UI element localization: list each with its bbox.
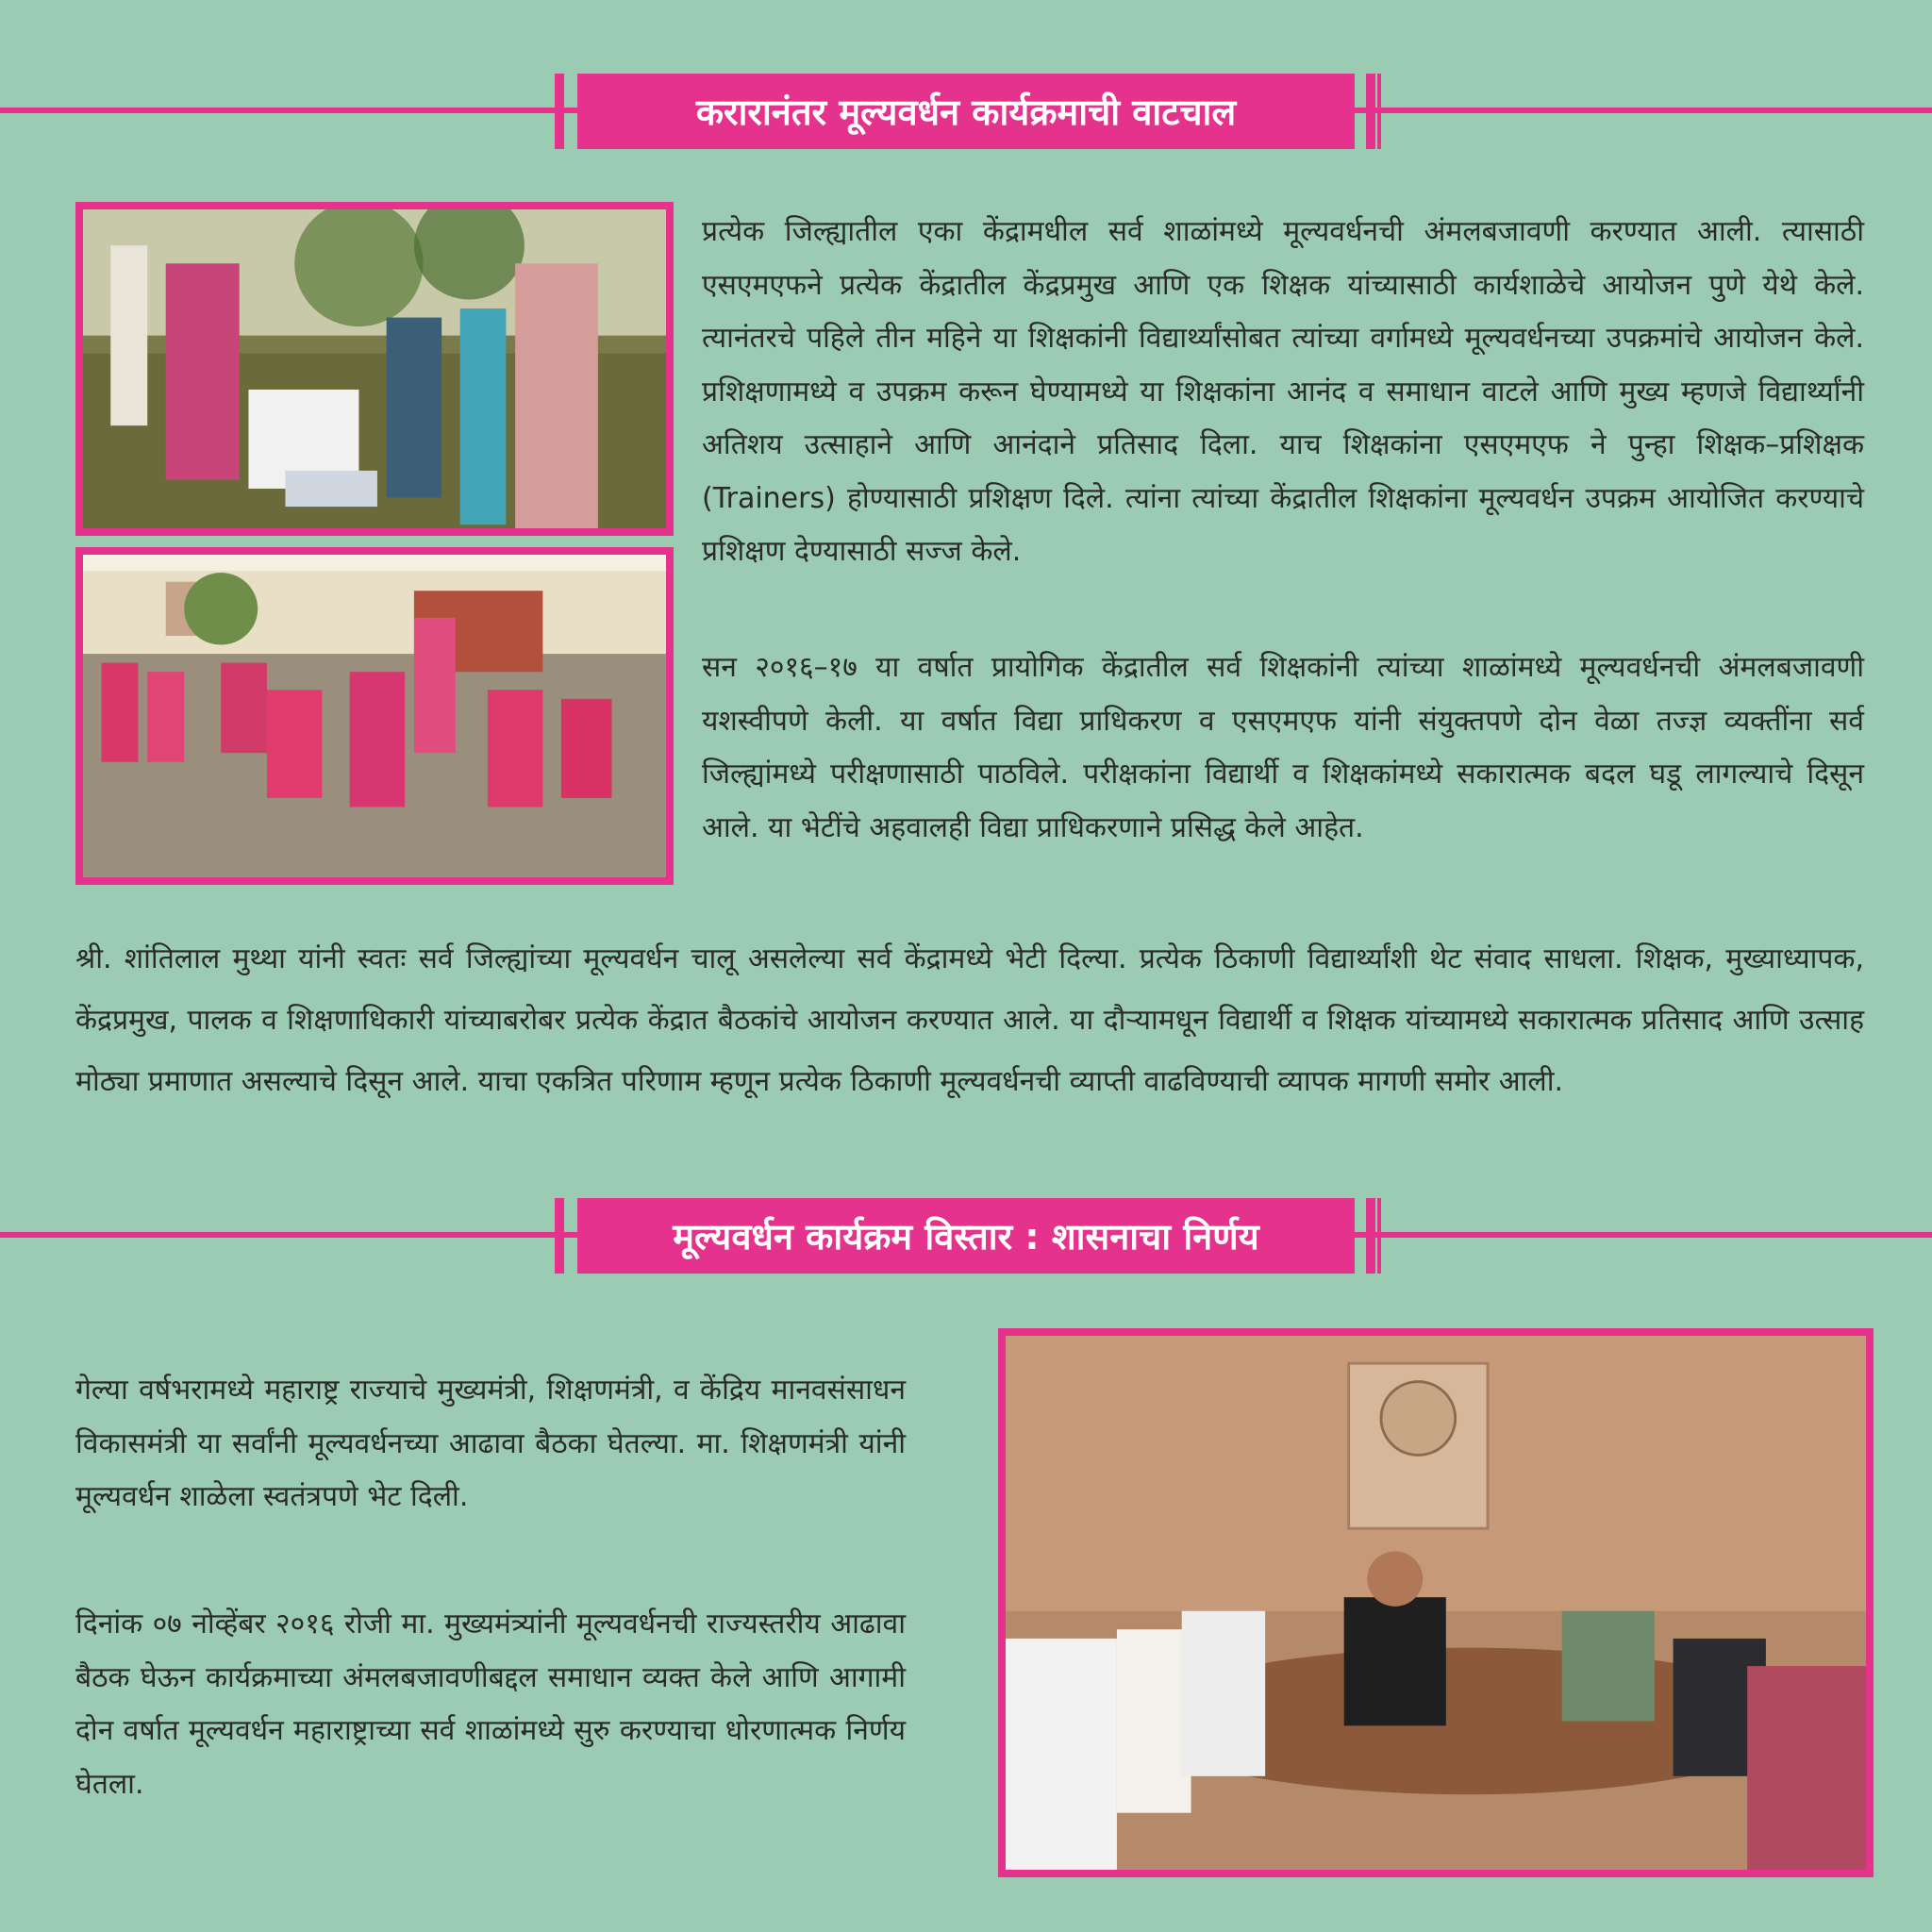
photo-field-activity [75, 202, 674, 536]
banner-bar [1377, 74, 1381, 149]
banner-bar [555, 74, 564, 149]
section-title: मूल्यवर्धन कार्यक्रम विस्तार : शासनाचा निर्णय [577, 1198, 1355, 1274]
banner-bar [1366, 74, 1375, 149]
photo-children-running [75, 547, 674, 885]
section2-para2: दिनांक ०७ नोव्हेंबर २०१६ रोजी मा. मुख्यमंत्र्यांनी मूल्यवर्धनची राज्यस्तरीय आढावा बैठक घेऊन कार्यक्रमाच्या अंमलबजावणीबद्दल समाधान व्यक्त केले आणि आगामी दोन वर्षात मूल्यवर्धन महाराष्ट्राच्या सर्व शाळांमध्ये सुरु करण्याचा धोरणात्मक निर्णय घेतला. [75, 1607, 906, 1801]
banner-bar [555, 1198, 564, 1274]
photo-meeting [998, 1328, 1874, 1877]
section1-para3: श्री. शांतिलाल मुथ्था यांनी स्वतः सर्व जिल्ह्यांच्या मूल्यवर्धन चालू असलेल्या सर्व केंद्रामध्ये भेटी दिल्या. प्रत्येक ठिकाणी विद्यार्थ्यांशी थेट संवाद साधला. शिक्षक, मुख्याध्यापक, केंद्रप्रमुख, पालक व शिक्षणाधिकारी यांच्याबरोबर प्रत्येक केंद्रात बैठकांचे आयोजन करण्यात आले. या दौऱ्यामधून विद्यार्थी व शिक्षक यांच्यामध्ये सकारात्मक प्रतिसाद आणि उत्साह मोठ्या प्रमाणात असल्याचे दिसून आले. याचा एकत्रित परिणाम म्हणून प्रत्येक ठिकाणी मूल्यवर्धनची व्याप्ती वाढविण्याची व्यापक मागणी समोर आली. [75, 942, 1864, 1098]
section1-para2: सन २०१६–१७ या वर्षात प्रायोगिक केंद्रातील सर्व शिक्षकांनी त्यांच्या शाळांमध्ये मूल्यवर्धनची अंमलबजावणी यशस्वीपणे केली. या वर्षात विद्या प्राधिकरण व एसएमएफ यांनी संयुक्तपणे दोन वेळा तज्ज्ञ व्यक्तींना सर्व जिल्ह्यांमध्ये परीक्षणासाठी पाठविले. परीक्षकांना विद्यार्थी व शिक्षकांमध्ये सकारात्मक बदल घडू लागल्याचे दिसून आले. या भेटींचे अहवालही विद्या प्राधिकरणाने प्रसिद्ध केले आहेत. [702, 651, 1864, 844]
section1-para1: प्रत्येक जिल्ह्यातील एका केंद्रामधील सर्व शाळांमध्ये मूल्यवर्धनची अंमलबजावणी करण्यात आली. त्यासाठी एसएमएफने प्रत्येक केंद्रातील केंद्रप्रमुख आणि एक शिक्षक यांच्यासाठी कार्यशाळेचे आयोजन पुणे येथे केले. त्यानंतरचे पहिले तीन महिने या शिक्षकांनी विद्यार्थ्यांसोबत त्यांच्या वर्गामध्ये मूल्यवर्धनच्या उपक्रमांचे आयोजन केले. प्रशिक्षणामध्ये व उपक्रम करून घेण्यामध्ये या शिक्षकांना आनंद व समाधान वाटले आणि मुख्य म्हणजे विद्यार्थ्यांनी अतिशय उत्साहाने आणि आनंदाने प्रतिसाद दिला. याच शिक्षकांना एसएमएफ ने पुन्हा शिक्षक–प्रशिक्षक (Trainers) होण्यासाठी प्रशिक्षण दिले. त्यांना त्यांच्या केंद्रातील शिक्षकांना मूल्यवर्धन उपक्रम आयोजित करण्याचे प्रशिक्षण देण्यासाठी सज्ज केले. [702, 215, 1864, 568]
section-title: करारानंतर मूल्यवर्धन कार्यक्रमाची वाटचाल [577, 74, 1355, 149]
banner-bar [1366, 1198, 1375, 1274]
banner-bar [1377, 1198, 1381, 1274]
section2-para1: गेल्या वर्षभरामध्ये महाराष्ट्र राज्याचे मुख्यमंत्री, शिक्षणमंत्री, व केंद्रिय मानवसंसाधन विकासमंत्री या सर्वांनी मूल्यवर्धनच्या आढावा बैठका घेतल्या. मा. शिक्षणमंत्री यांनी मूल्यवर्धन शाळेला स्वतंत्रपणे भेट दिली. [75, 1374, 906, 1513]
